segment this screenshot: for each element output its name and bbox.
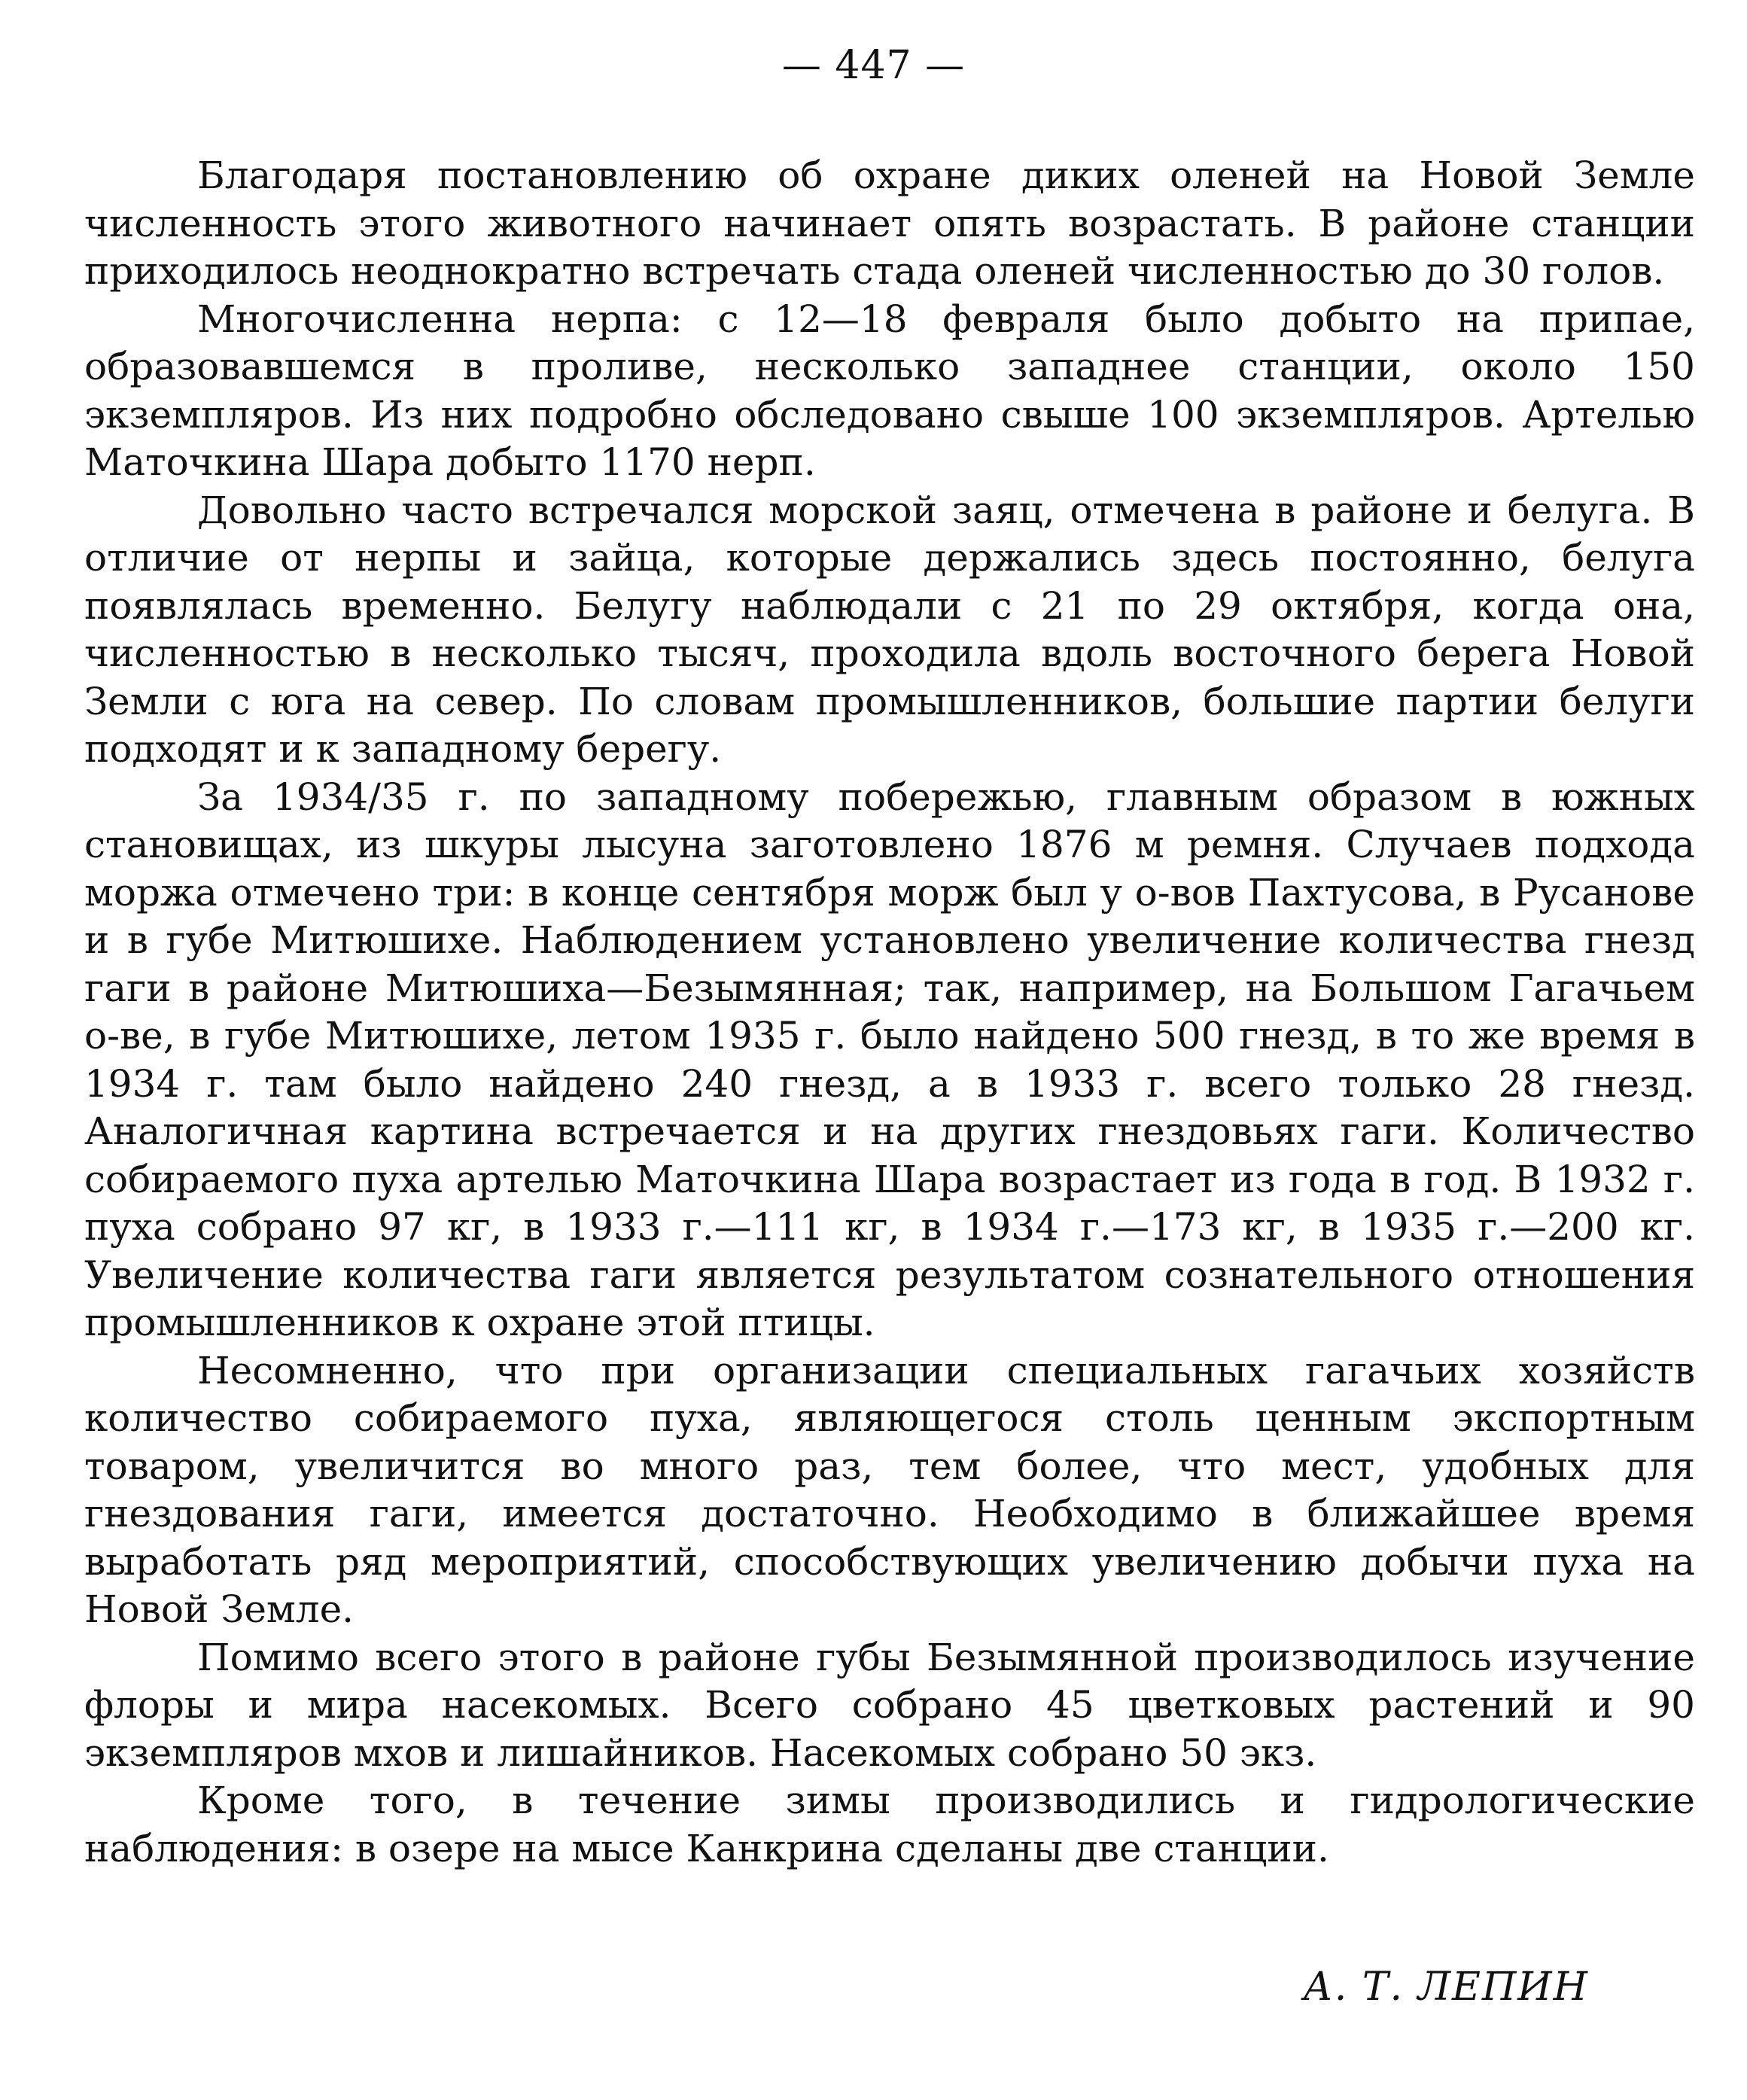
paragraph-eider-farms: Несомненно, что при организации специальных гагачьих хозяйств количество собираемого пуха, являющегося столь ценным экспортным товаром, увеличится во много раз, тем более, что мест, удобных для гнездования гаги, имеется достаточно. Необходимо в ближайшее время выработать ряд мероприятий, способствующих увеличению добычи пуха на Новой Земле.: [84, 1348, 1695, 1631]
paragraph-harvest-eider: За 1934/35 г. по западному побережью, главным образом в южных становищах, из шкуры лысуна заготовлено 1876 м ремня. Случаев подхода моржа отмечено три: в конце сентября морж был у о-вов Пахтусова, в Русанове и в губе Митюшихе. Наблюдением установлено увеличение количества гнезд гаги в районе Митюшиха—Безымянная; так, например, на Большом Гагачьем о-ве, в губе Митюшихе, летом 1935 г. было найдено 500 гнезд, в то же время в 1934 г. там было найдено 240 гнезд, а в 1933 г. всего только 28 гнезд. Аналогичная картина встречается и на других гнездовьях гаги. Количество собираемого пуха артелью Маточкина Шара возрастает из года в год. В 1932 г. пуха собрано 97 кг, в 1933 г.—111 кг, в 1934 г.—173 кг, в 1935 г.—200 кг. Увеличение количества гаги является результатом сознательного отношения промышленников к охране этой птицы.: [84, 775, 1695, 1344]
paragraph-hydrology: Кроме того, в течение зимы производились и гидрологические наблюдения: в озере на мысе Канкрина сделаны две станции.: [84, 1779, 1695, 1870]
paragraph-beluga: Довольно часто встречался морской заяц, отмечена в районе и белуга. В отличие от нерпы и зайца, которые держались здесь постоянно, белуга появлялась временно. Белугу наблюдали с 21 по 29 октября, когда она, численностью в несколько тысяч, проходила вдоль восточного берега Новой Земли с юга на север. По словам промышленников, большие партии белуги подходят и к западному берегу.: [84, 488, 1695, 771]
body-text: [84, 152, 1695, 1873]
author-signature: А. Т. ЛЕПИН: [1303, 1965, 1589, 2010]
paragraph-flora-insects: Помимо всего этого в районе губы Безымянной производилось изучение флоры и мира насекомых. Всего собрано 45 цветковых растений и 90 экземпляров мхов и лишайников. Насекомых собрано 50 экз.: [84, 1635, 1695, 1775]
page-number: — 447 —: [781, 43, 966, 88]
paragraph-reindeer: Благодаря постановлению об охране диких оленей на Новой Земле численность этого животного начинает опять возрастать. В районе станции приходилось неоднократно встречать стада оленей численностью до 30 голов.: [84, 154, 1695, 293]
paragraph-seal: Многочисленна нерпа: с 12—18 февраля было добыто на припае, образовавшемся в проливе, несколько западнее станции, около 150 экземпляров. Из них подробно обследовано свыше 100 экземпляров. Артелью Маточкина Шара добыто 1170 нерп.: [84, 297, 1695, 484]
